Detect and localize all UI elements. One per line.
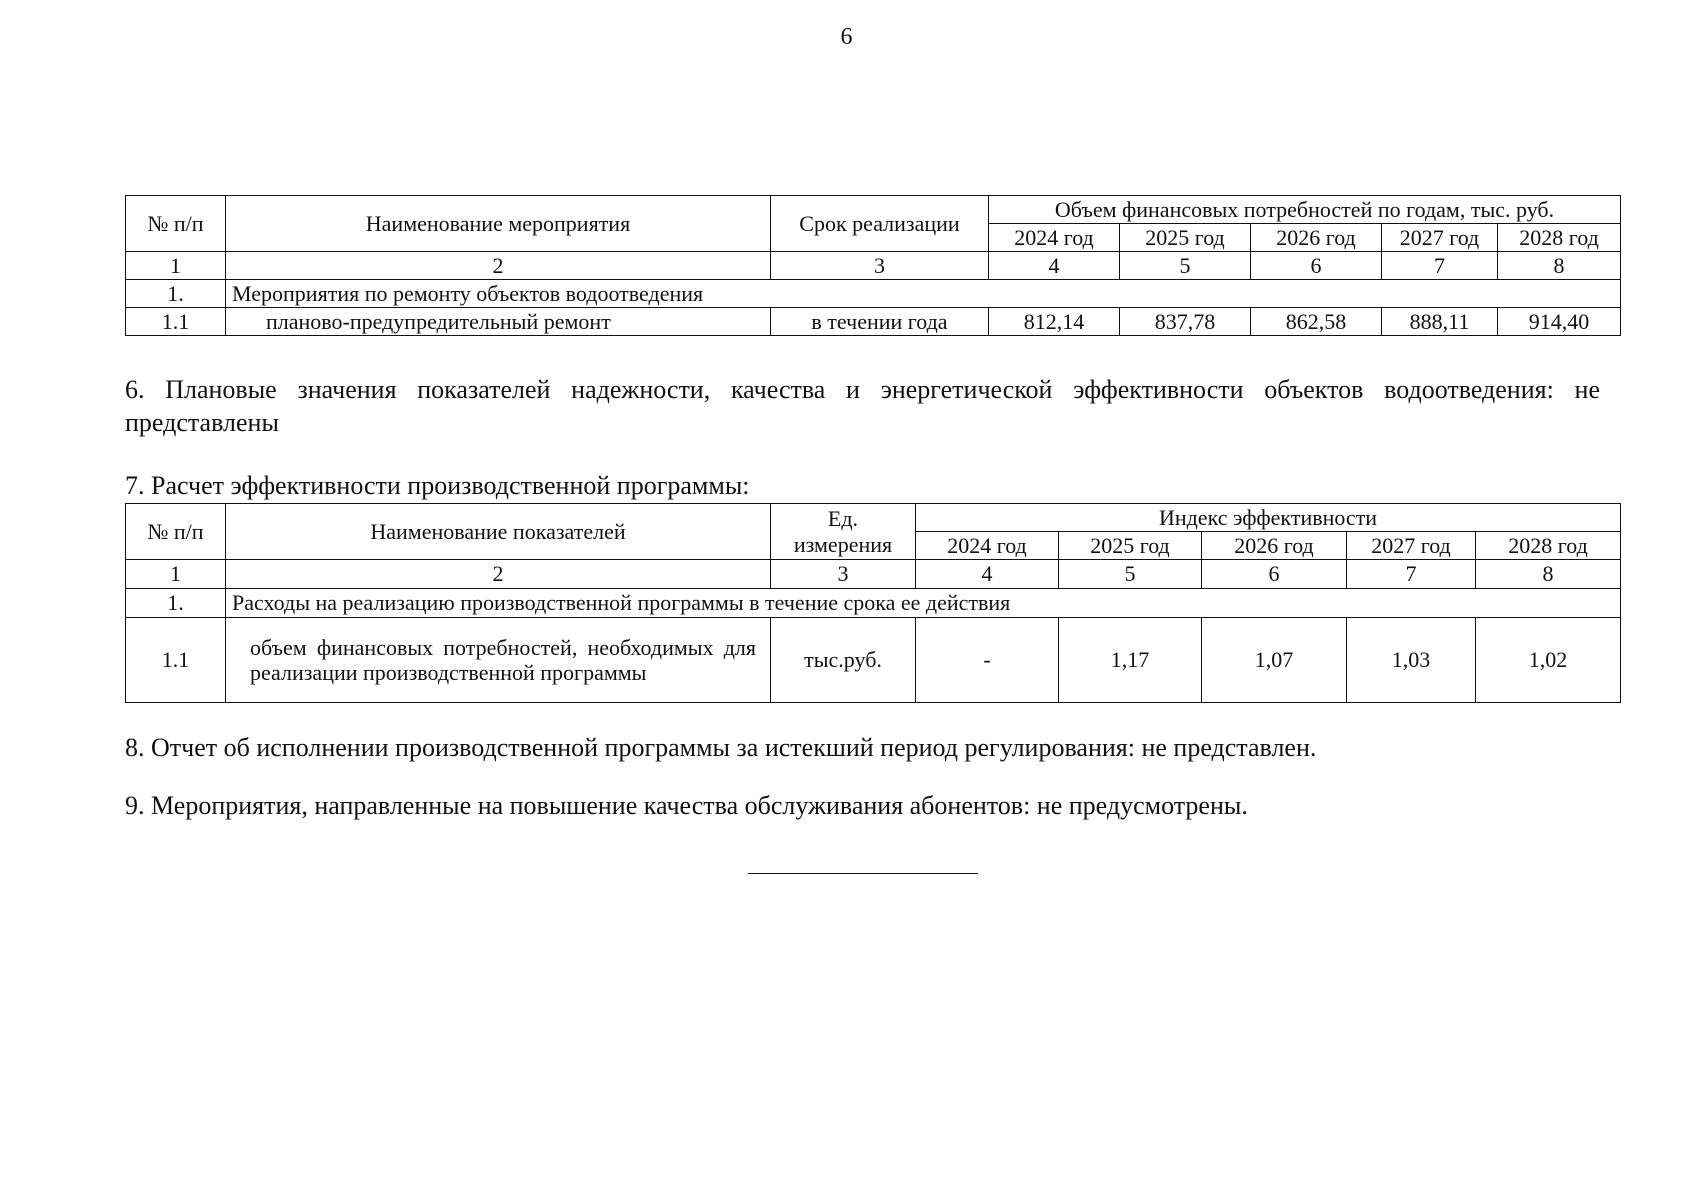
row-value: - <box>916 618 1059 703</box>
column-number: 3 <box>771 560 916 589</box>
section-row <box>126 280 1621 308</box>
column-number: 1 <box>126 560 226 589</box>
column-number: 2 <box>226 560 771 589</box>
row-term: в течении года <box>771 308 989 336</box>
page-number: 6 <box>840 24 853 50</box>
section-8-text: 8. Отчет об исполнении производственной программы за истекший период регулирования: не представлен. <box>125 733 1317 762</box>
section-7-title: 7. Расчет эффективности производственной программы: <box>125 471 750 500</box>
column-number: 8 <box>1498 252 1621 280</box>
row-activity-name: планово-предупредительный ремонт <box>226 308 771 336</box>
header-year: 2027 год <box>1347 532 1476 560</box>
section-9-text: 9. Мероприятия, направленные на повышение качества обслуживания абонентов: не предусмотрены. <box>125 791 1248 820</box>
header-year: 2025 год <box>1120 224 1251 252</box>
section-title: Мероприятия по ремонту объектов водоотведения <box>226 280 1621 308</box>
column-number: 1 <box>126 252 226 280</box>
row-num: 1.1 <box>126 308 226 336</box>
header-num: № п/п <box>126 196 226 252</box>
row-num: 1.1 <box>126 618 226 703</box>
financial-needs-table <box>125 195 1621 336</box>
row-unit: тыс.руб. <box>771 618 916 703</box>
row-value: 837,78 <box>1120 308 1251 336</box>
table-row <box>126 618 1621 703</box>
column-number: 3 <box>771 252 989 280</box>
header-year: 2026 год <box>1202 532 1347 560</box>
header-year: 2027 год <box>1382 224 1498 252</box>
column-number: 2 <box>226 252 771 280</box>
header-num: № п/п <box>126 504 226 560</box>
header-year: 2026 год <box>1251 224 1382 252</box>
header-year: 2024 год <box>916 532 1059 560</box>
column-number: 6 <box>1251 252 1382 280</box>
header-financial-group: Объем финансовых потребностей по годам, тыс. руб. <box>989 196 1621 224</box>
column-number: 7 <box>1347 560 1476 589</box>
column-number: 6 <box>1202 560 1347 589</box>
header-year: 2028 год <box>1476 532 1621 560</box>
column-number: 5 <box>1120 252 1251 280</box>
section-row <box>126 589 1621 618</box>
row-value: 1,17 <box>1059 618 1202 703</box>
row-value: 914,40 <box>1498 308 1621 336</box>
section-num: 1. <box>126 589 226 618</box>
column-number: 4 <box>989 252 1120 280</box>
header-year: 2025 год <box>1059 532 1202 560</box>
row-value: 1,03 <box>1347 618 1476 703</box>
header-efficiency-group: Индекс эффективности <box>916 504 1621 532</box>
section-6-text: 6. Плановые значения показателей надежности, качества и энергетической эффективности объектов водоотведения: не представлены <box>125 375 1600 437</box>
row-value: 862,58 <box>1251 308 1382 336</box>
header-indicator-name: Наименование показателей <box>226 504 771 560</box>
header-year: 2028 год <box>1498 224 1621 252</box>
efficiency-table <box>125 503 1621 703</box>
end-divider <box>748 873 978 874</box>
column-number: 8 <box>1476 560 1621 589</box>
column-number: 7 <box>1382 252 1498 280</box>
row-indicator-name: объем финансовых потребностей, необходимых для реализации производственной программы <box>226 618 771 703</box>
header-unit: Ед. измерения <box>771 504 916 560</box>
header-year: 2024 год <box>989 224 1120 252</box>
table-row <box>126 308 1621 336</box>
section-title: Расходы на реализацию производственной программы в течение срока ее действия <box>226 589 1621 618</box>
column-number: 4 <box>916 560 1059 589</box>
column-number-row <box>126 252 1621 280</box>
column-number: 5 <box>1059 560 1202 589</box>
column-number-row <box>126 560 1621 589</box>
header-term: Срок реализации <box>771 196 989 252</box>
row-value: 812,14 <box>989 308 1120 336</box>
section-num: 1. <box>126 280 226 308</box>
row-value: 1,02 <box>1476 618 1621 703</box>
row-value: 1,07 <box>1202 618 1347 703</box>
row-value: 888,11 <box>1382 308 1498 336</box>
header-activity-name: Наименование мероприятия <box>226 196 771 252</box>
